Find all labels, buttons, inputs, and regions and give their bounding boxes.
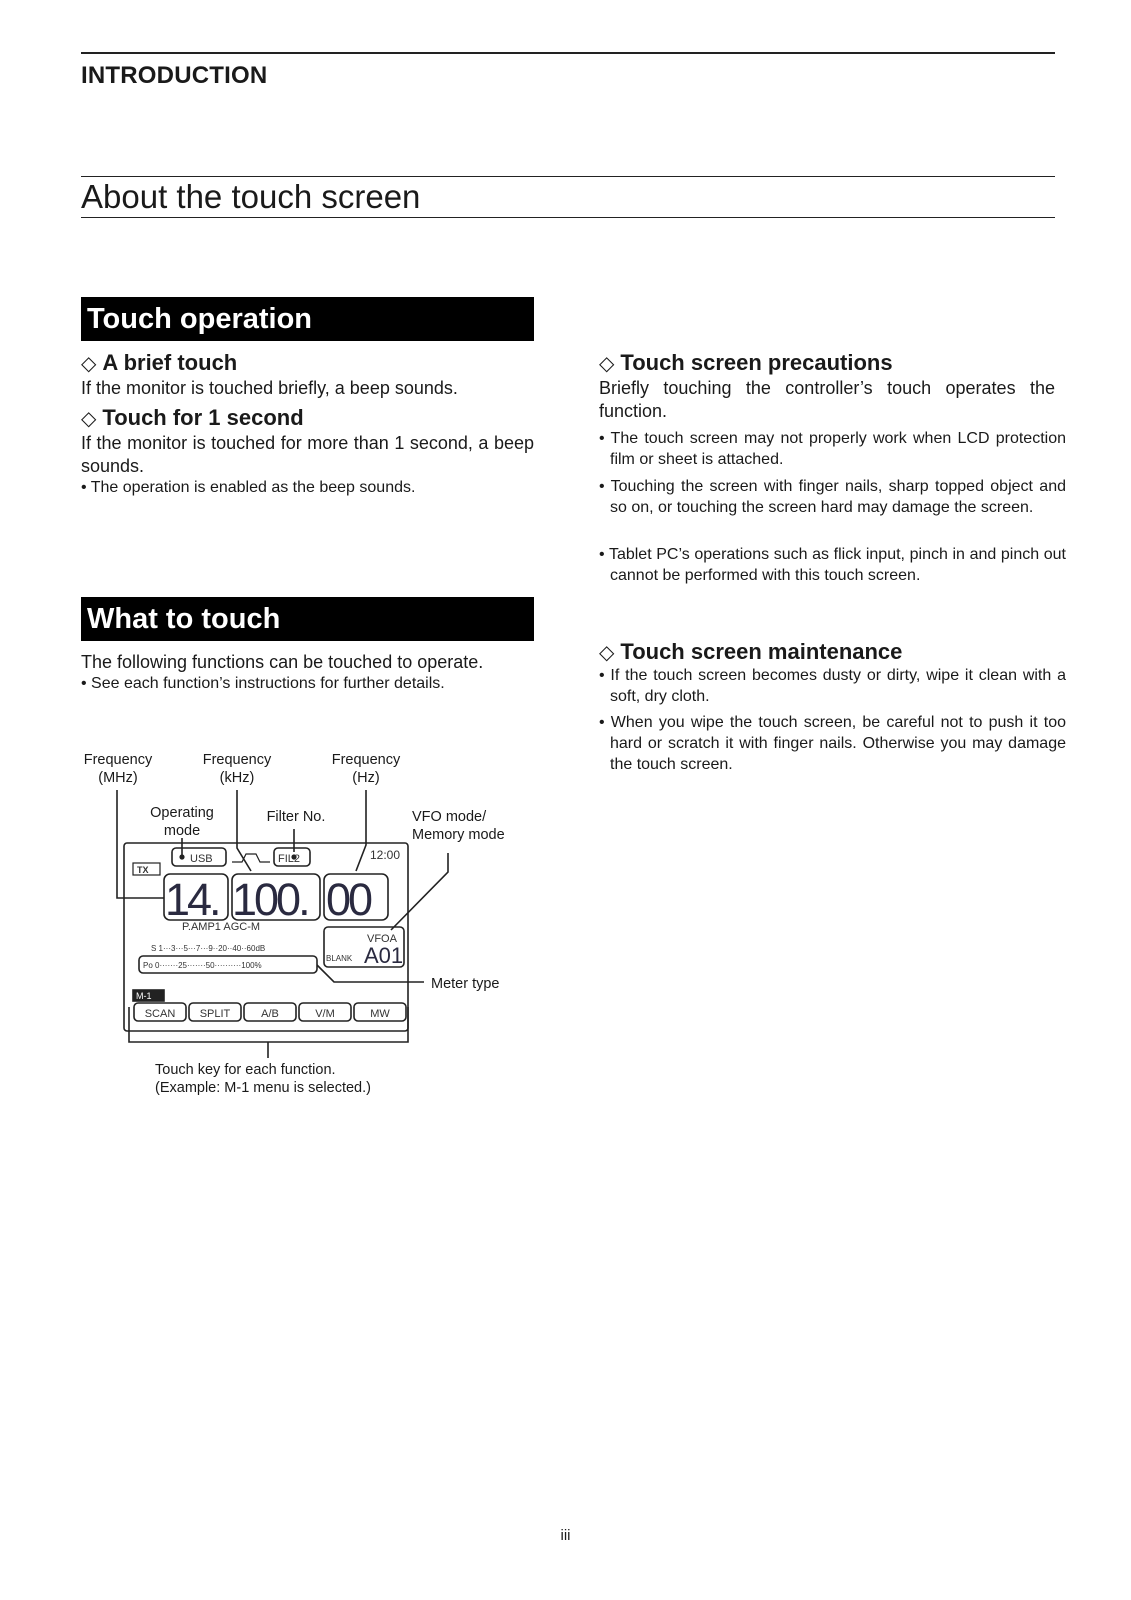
screen-time: 12:00 [370,848,401,862]
leader-hz [356,790,366,871]
screen-tx: TX [137,865,149,875]
label-operating-mode: Operating mode [150,805,214,839]
precautions-bullet-1: • The touch screen may not properly work when LCD protection film or sheet is attached. [599,430,1066,468]
precautions-bullet-2: • Touching the screen with finger nails, sharp topped object and so on, or touching the screen hard may damage the screen. [599,478,1066,516]
screen-vfo: VFOA [367,933,397,945]
brief-touch-text: If the monitor is touched briefly, a beep sounds. [81,378,458,398]
section-title: INTRODUCTION [81,62,268,89]
maintenance-heading: ◇ Touch screen maintenance [599,639,903,664]
one-second-heading: ◇ Touch for 1 second [81,405,304,430]
diamond-icon: ◇ [81,408,97,430]
filter-shape-icon [232,854,270,862]
key-scan: SCAN [144,1008,176,1020]
screen-memory: A01 [364,943,404,968]
touch-operation-heading: Touch operation [81,297,534,341]
screen-freq-khz: 100. [232,874,308,925]
screen-mode: USB [190,853,213,865]
precautions-text: Briefly touching the controller’s touch operates the function. [599,378,1055,421]
one-second-bullet: • The operation is enabled as the beep sounds. [81,479,416,496]
key-vm: V/M [315,1008,335,1020]
screen-status: P.AMP1 AGC-M [182,921,261,933]
key-mw: MW [370,1008,390,1020]
leader-vfo [391,853,448,930]
screen-menu: M-1 [136,991,152,1001]
key-ab: A/B [261,1008,279,1020]
leader-dot-mode [179,854,184,859]
label-vfo-memory-mode: VFO mode/ Memory mode [412,809,505,843]
diamond-icon: ◇ [81,353,97,375]
label-meter-type: Meter type [431,976,500,992]
screen-blank: BLANK [326,954,353,963]
radio-screen-diagram [0,0,600,1100]
what-to-touch-bullet: • See each function’s instructions for further details. [81,675,445,692]
what-to-touch-heading: What to touch [81,597,534,641]
page-title: About the touch screen [81,178,421,215]
maintenance-bullet-2: • When you wipe the touch screen, be careful not to push it too hard or scratch it with finger nails. Otherwise you may damage the touch screen. [599,714,1066,773]
label-touch-key: Touch key for each function. (Example: M-1 menu is selected.) [155,1062,371,1096]
key-split: SPLIT [199,1008,231,1020]
what-to-touch-text: The following functions can be touched to operate. [81,652,484,672]
screen-freq-hz: 00 [326,874,371,925]
screen-s-scale: S 1···3···5···7···9··20··40··60dB [151,944,266,953]
label-frequency-mhz: Frequency (MHz) [83,752,153,786]
label-frequency-khz: Frequency (kHz) [202,752,272,786]
label-frequency-hz: Frequency (Hz) [331,752,401,786]
diamond-icon: ◇ [599,353,615,375]
page-number: iii [560,1527,571,1544]
label-filter-no: Filter No. [266,809,326,825]
screen-filter: FIL2 [278,853,301,865]
diamond-icon: ◇ [599,642,615,664]
maintenance-bullet-1: • If the touch screen becomes dusty or dirty, wipe it clean with a soft, dry cloth. [599,667,1066,705]
brief-touch-heading: ◇ A brief touch [81,350,238,375]
screen-freq-mhz: 14. [165,874,219,925]
precautions-bullet-3: • Tablet PC’s operations such as flick input, pinch in and pinch out cannot be performed with this touch screen. [599,546,1066,584]
one-second-text: If the monitor is touched for more than 1 second, a beep sounds. [81,433,534,476]
precautions-heading: ◇ Touch screen precautions [599,350,893,375]
screen-po-scale: Po 0·······25·······50··········100% [143,961,262,970]
